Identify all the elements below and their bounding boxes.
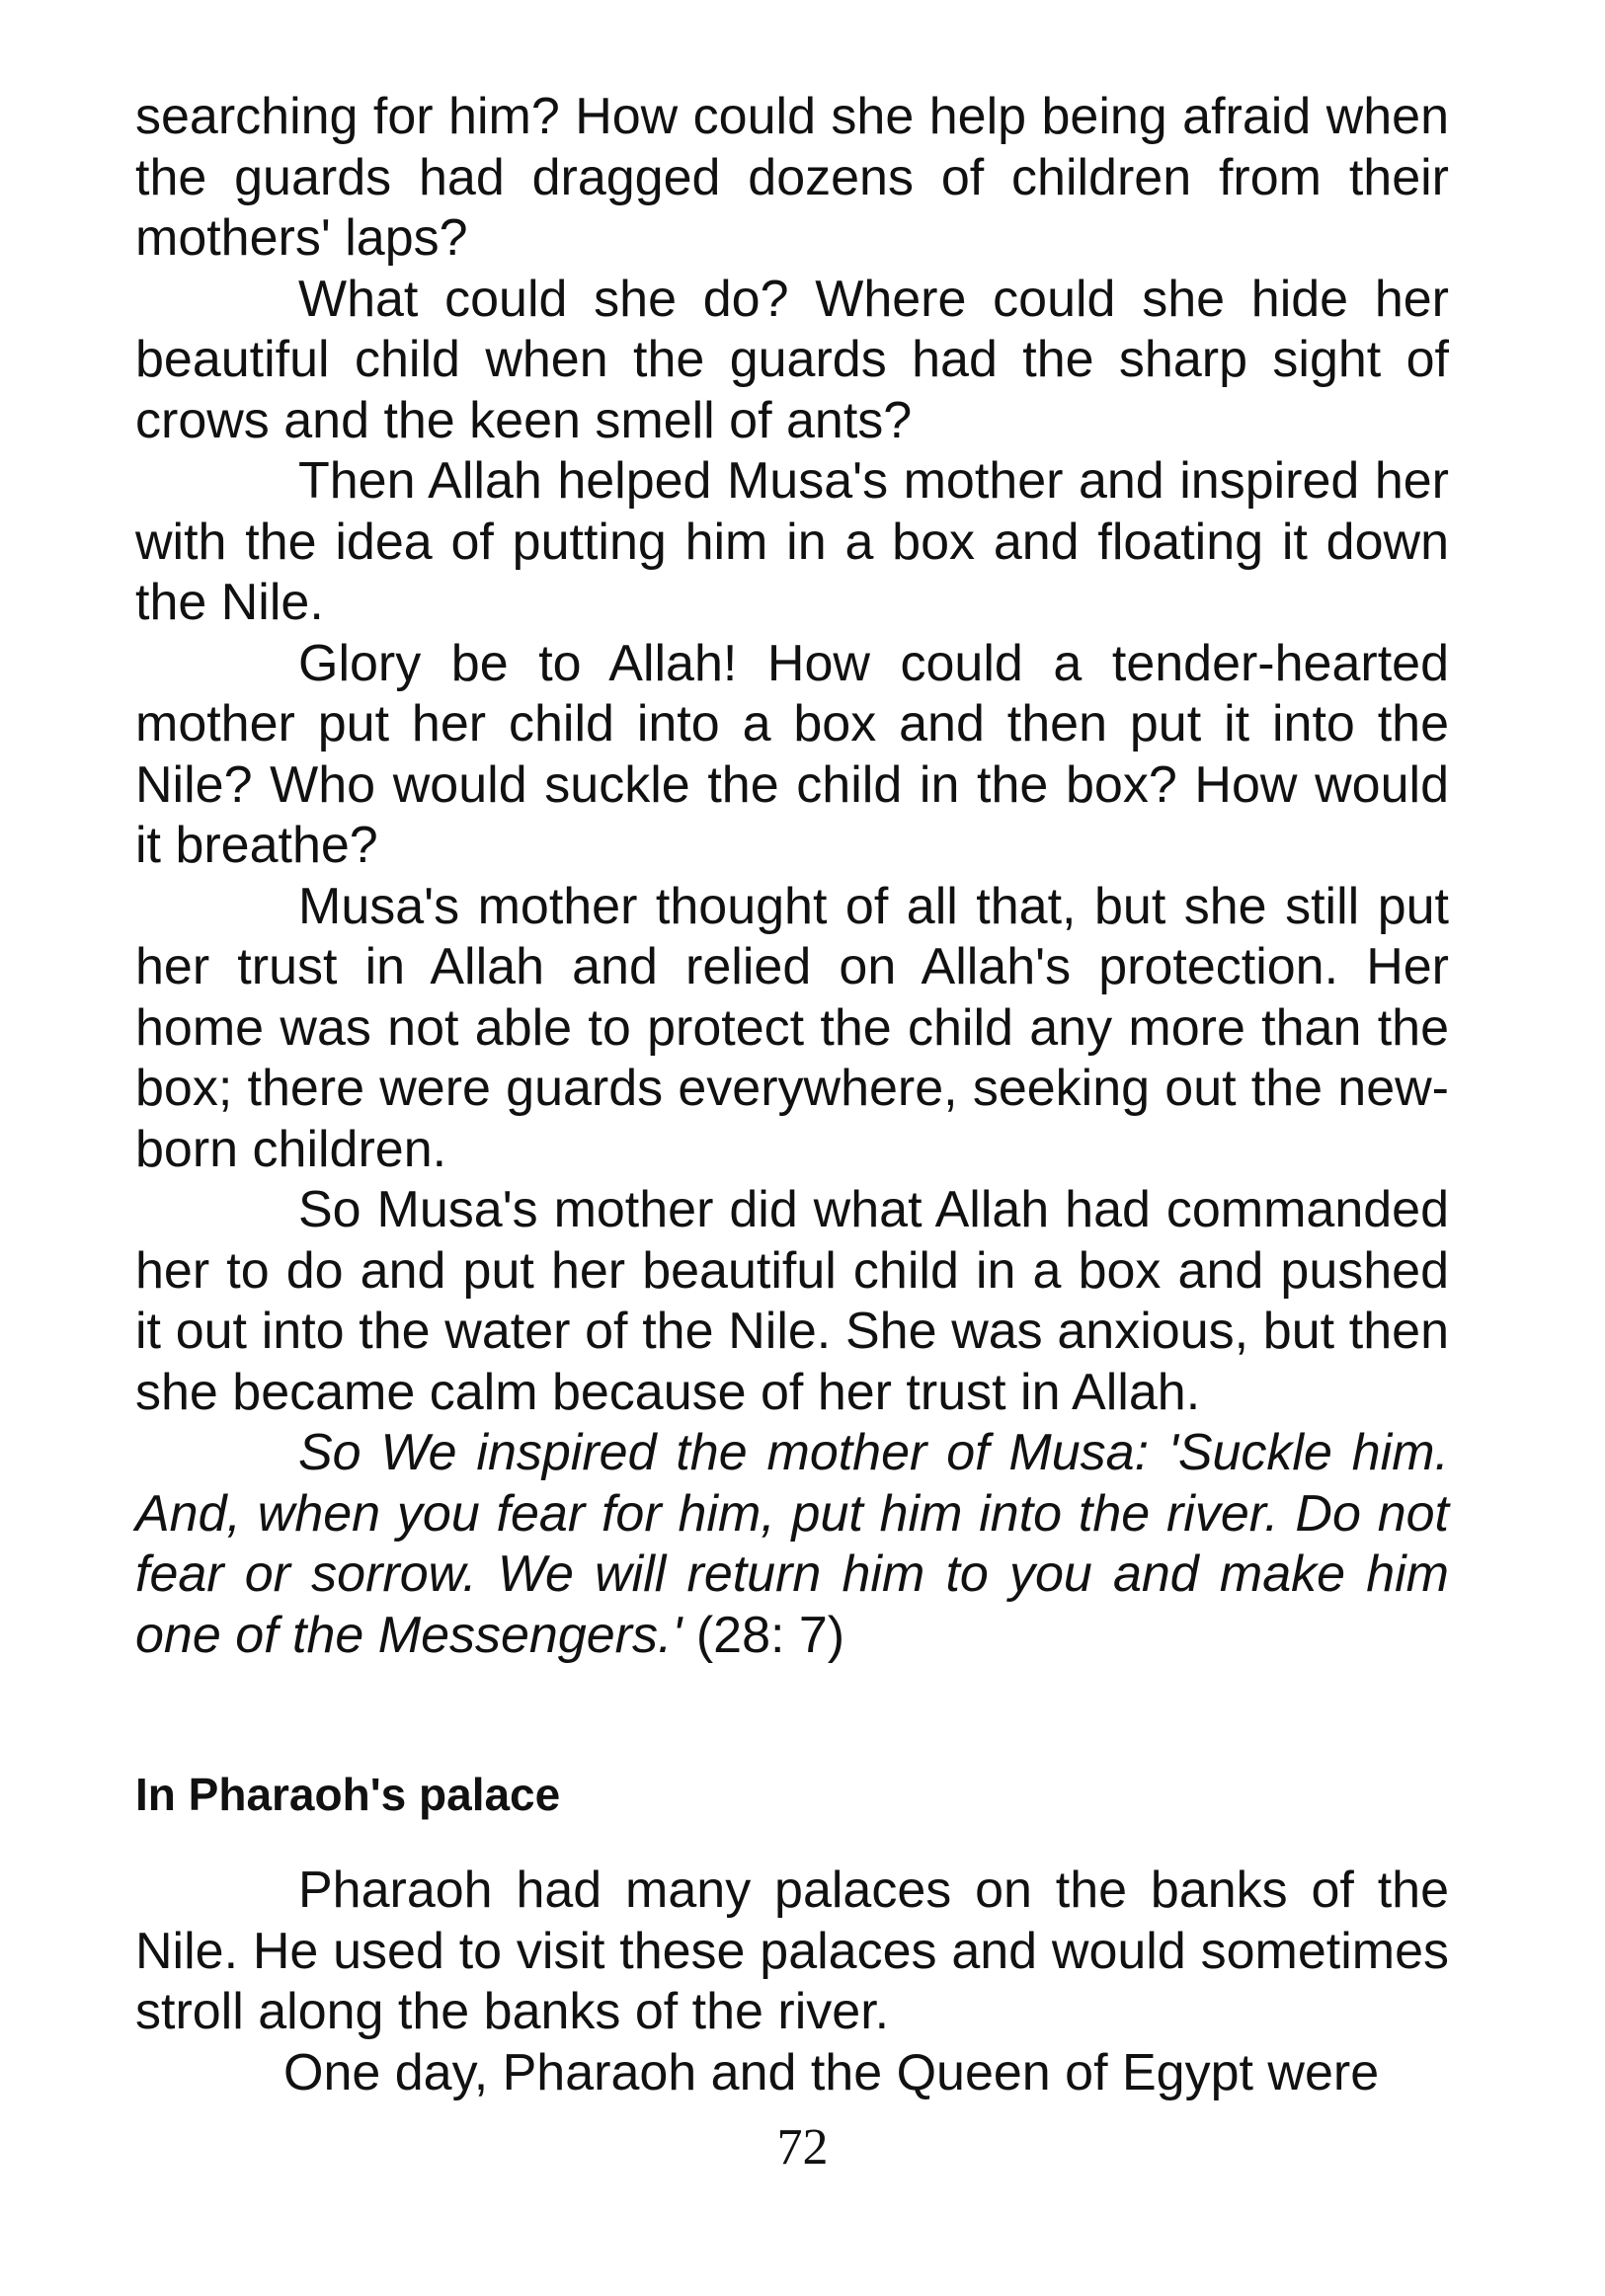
quote-reference: (28: 7) xyxy=(695,1606,845,1664)
paragraph-4: Glory be to Allah! How could a tender-hearted mother put her child into a box and then put it into the Nile? Who would suckle the child in the box? How would it breathe? xyxy=(135,634,1449,874)
paragraph-3: Then Allah helped Musa's mother and inspired her with the idea of putting him in a box and floating it down the Nile. xyxy=(135,452,1449,631)
book-page xyxy=(135,87,1449,2103)
paragraph-2: What could she do? Where could she hide her beautiful child when the guards had the sharp sight of crows and the keen smell of ants? xyxy=(135,270,1449,449)
paragraph-5: Musa's mother thought of all that, but she still put her trust in Allah and relied on Allah's protection. Her home was not able to protect the child any more than the box; there were guards everywhere, seeking out the new-born children. xyxy=(135,877,1449,1178)
page-number: 72 xyxy=(776,2119,829,2176)
paragraph-6: So Musa's mother did what Allah had commanded her to do and put her beautiful child in a box and pushed it out into the water of the Nile. She was anxious, but then she became calm because of her trust in Allah. xyxy=(135,1181,1449,1421)
section-paragraph-1: Pharaoh had many palaces on the banks of the Nile. He used to visit these palaces and would sometimes stroll along the banks of the river. xyxy=(135,1861,1449,2040)
section-paragraph-2: One day, Pharaoh and the Queen of Egypt were xyxy=(283,2043,1380,2101)
paragraph-1: searching for him? How could she help being afraid when the guards had dragged dozens of children from their mothers' laps? xyxy=(135,88,1449,267)
section-heading: In Pharaoh's palace xyxy=(135,1769,561,1820)
quran-quote xyxy=(135,1423,1449,1666)
quote-text: So We inspired the mother of Musa: 'Suckle him. And, when you fear for him, put him into the river. Do not fear or sorrow. We will return him to you and make him one of the Messengers.' xyxy=(135,1424,1449,1664)
